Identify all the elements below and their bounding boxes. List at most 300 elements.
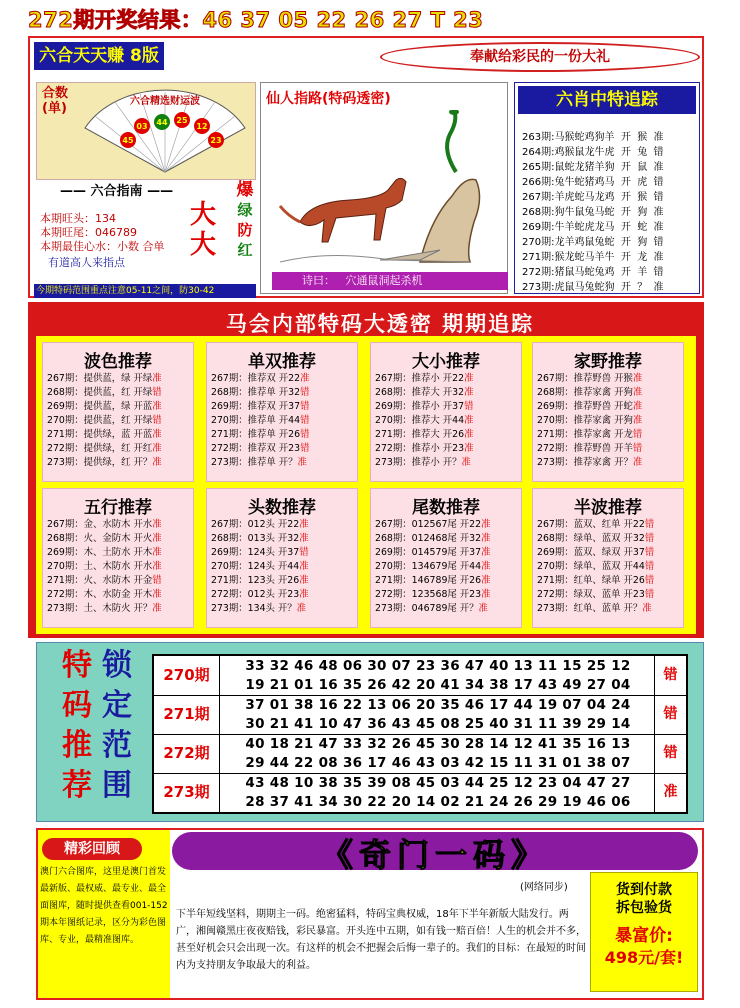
zodiac-result: 准 xyxy=(653,222,664,233)
zodiac-animal: 猴 xyxy=(637,192,648,203)
card-row xyxy=(43,518,193,532)
lock-char-l3: 推 xyxy=(62,728,92,763)
card-row-result: 准 xyxy=(152,457,162,468)
zodiac-row xyxy=(522,143,664,158)
card-row xyxy=(371,428,521,442)
lock-numbers-1: 43 48 10 38 35 39 08 45 03 44 25 12 23 04 47 27 xyxy=(245,775,631,791)
card-row-text: 269期：014579尾 开37 xyxy=(375,547,482,558)
zodiac-result: 准 xyxy=(653,252,664,263)
zodiac-open: 开 xyxy=(620,252,631,263)
card-row xyxy=(207,574,357,588)
card-row-text: 271期：红单、绿单 开26 xyxy=(537,575,645,586)
card-row xyxy=(371,442,521,456)
lock-numbers-1: 33 32 46 48 06 30 07 23 36 47 40 13 11 15 25 12 xyxy=(245,658,631,674)
card-row xyxy=(207,546,357,560)
card-row xyxy=(43,560,193,574)
card-row-text: 273期：推荐小 开？ xyxy=(375,457,462,468)
card-row-text: 269期：124头 开37 xyxy=(211,547,300,558)
zodiac-result: 准 xyxy=(653,207,664,218)
zodiac-row xyxy=(522,233,664,248)
poem-label: 诗曰： xyxy=(302,274,335,287)
card-row-result: 错 xyxy=(644,533,655,544)
zodiac-row xyxy=(522,278,664,293)
card-row-result: 准 xyxy=(152,603,162,614)
card-row-text: 272期：木、水防金 开木 xyxy=(47,589,153,600)
zodiac-animal: 狗 xyxy=(637,237,648,248)
card-row-text: 268期：013头 开32 xyxy=(211,533,300,544)
card-row-text: 273期：推荐家禽 开？ xyxy=(537,457,633,468)
card-row xyxy=(533,428,683,442)
card-row-text: 267期：金、水防木 开水 xyxy=(47,519,153,530)
zodiac-list: 鸡猴鼠龙牛虎 xyxy=(554,147,615,158)
card-row-result: 准 xyxy=(642,603,652,614)
card-row-text: 270期：土、木防水 开水 xyxy=(47,561,153,572)
card-row-text: 270期：提供蓝，红 开绿 xyxy=(47,415,153,426)
zodiac-period: 273期: xyxy=(522,282,555,293)
card-row xyxy=(371,456,521,470)
card-row-text: 272期：提供绿，红 开红 xyxy=(47,443,153,454)
card-row-text: 268期：火、金防木 开火 xyxy=(47,533,153,544)
zodiac-open: 开 xyxy=(620,162,631,173)
card-title: 尾数推荐 xyxy=(412,498,480,518)
zodiac-row xyxy=(522,218,664,233)
zodiac-list: 兔牛蛇猪鸡马 xyxy=(554,177,615,188)
card-row-text: 273期：推荐单 开？ xyxy=(211,457,298,468)
qimen-desc: 下半年短线坚料，期期主一码。绝密猛料，特码宝典权威，18年下半年新版大陆发行。两广，湘闽赣黑庄夜夜赔钱，彩民暴富。开头连中五期，如有钱一赔百倍！人生的机会并不多，甚至好机会只会出现一次。有这样的机会不把握会后悔一辈子的。我们的目标：在最短的时间内为支持朋友争取最大的利益。 xyxy=(176,909,586,971)
brand-label: 六合天天赚 8版 xyxy=(34,42,164,70)
guide-line-3: 本期最佳心水：小数 合单 xyxy=(40,240,165,253)
card-row xyxy=(533,602,683,616)
zodiac-animal: ？ xyxy=(637,282,648,293)
zodiac-list: 虎鼠马兔蛇狗 xyxy=(554,282,615,293)
card-row-result: 准 xyxy=(300,373,310,384)
card-row-result: 错 xyxy=(644,561,655,572)
card-row-result: 准 xyxy=(152,561,162,572)
zodiac-result: 错 xyxy=(653,267,664,278)
card-row xyxy=(371,574,521,588)
card-row xyxy=(43,546,193,560)
big-char xyxy=(190,200,216,260)
card-row xyxy=(371,602,521,616)
card-row-result: 准 xyxy=(464,415,474,426)
zodiac-open: 开 xyxy=(620,237,631,248)
card-row-result: 准 xyxy=(152,547,162,558)
lock-char-r1: 锁 xyxy=(102,648,132,683)
slogan: 奉献给彩民的一份大礼 xyxy=(380,42,700,72)
card-row xyxy=(533,414,683,428)
card-row-text: 267期：012567尾 开22 xyxy=(375,519,482,530)
zodiac-animal: 鼠 xyxy=(637,162,648,173)
card-row xyxy=(371,532,521,546)
zodiac-animal: 狗 xyxy=(637,207,648,218)
card-row-text: 267期：012头 开22 xyxy=(211,519,300,530)
card-row-result: 错 xyxy=(632,429,643,440)
card-row-result: 错 xyxy=(644,519,655,530)
card-row-result: 准 xyxy=(464,429,474,440)
lock-row xyxy=(154,773,686,813)
review-text: 澳门六合图库，这里是澳门首发最新版、最权威、最专业、最全面图库，随时提供查看001-152期本年图纸记录，区分为彩色图库、专业，最精准图库。 xyxy=(40,867,168,945)
card-row xyxy=(371,546,521,560)
card-row xyxy=(43,602,193,616)
immortal-title: 仙人指路(特码透密) xyxy=(266,91,391,107)
lock-numbers-2: 19 21 01 16 35 26 42 20 41 34 38 17 43 49 27 04 xyxy=(245,677,631,693)
card-row-text: 268期：提供蓝，红 开绿 xyxy=(47,387,153,398)
zodiac-result: 错 xyxy=(653,192,664,203)
card-row-text: 270期：推荐家禽 开狗 xyxy=(537,415,633,426)
card-row xyxy=(43,400,193,414)
lock-numbers-2: 30 21 41 10 47 36 43 45 08 25 40 31 11 39 29 14 xyxy=(245,716,631,732)
card-row-text: 267期：推荐小 开22 xyxy=(375,373,465,384)
zodiac-row xyxy=(522,248,664,263)
recommend-card xyxy=(532,488,684,628)
guide-line-2: 本期旺尾：046789 xyxy=(40,226,137,239)
zodiac-open: 开 xyxy=(620,192,631,203)
lock-row xyxy=(154,656,686,696)
zodiac-list: 龙羊鸡鼠兔蛇 xyxy=(554,237,615,248)
lock-numbers-2: 28 37 41 34 30 22 20 14 02 21 24 26 29 19 46 06 xyxy=(245,794,631,810)
card-row-result: 错 xyxy=(644,575,655,586)
card-row-result: 准 xyxy=(152,429,162,440)
zodiac-period: 267期: xyxy=(522,192,555,203)
card-row-text: 272期：推荐野兽 开羊 xyxy=(537,443,633,454)
lock-char-l2: 码 xyxy=(62,688,92,723)
card-row-result: 准 xyxy=(632,415,643,426)
card-row-result: 错 xyxy=(152,415,162,426)
card-row-result: 准 xyxy=(481,519,491,530)
zodiac-row xyxy=(522,173,664,188)
guide-vertical xyxy=(234,180,256,260)
card-row-result: 准 xyxy=(478,603,488,614)
card-row-text: 271期：123头 开26 xyxy=(211,575,300,586)
zodiac-open: 开 xyxy=(620,132,631,143)
card-row-text: 273期：红单、蓝单 开？ xyxy=(537,603,643,614)
card-row xyxy=(371,518,521,532)
secret-banner: 马会内部特码大透密 期期追踪 xyxy=(225,311,535,336)
lock-result: 错 xyxy=(654,734,686,773)
card-title: 单双推荐 xyxy=(248,352,316,372)
fan-ball-number: 03 xyxy=(136,122,148,131)
card-row-text: 269期：提供蓝，绿 开蓝 xyxy=(47,401,153,412)
zodiac-period: 272期: xyxy=(522,267,555,278)
card-row-text: 271期：146789尾 开26 xyxy=(375,575,482,586)
zodiac-result: 错 xyxy=(653,237,664,248)
card-row xyxy=(533,560,683,574)
card-row-text: 268期：绿单、蓝双 开32 xyxy=(537,533,645,544)
fan-ball-number: 23 xyxy=(210,136,222,145)
card-row xyxy=(207,456,357,470)
lock-period: 270期 xyxy=(154,656,220,695)
card-row-result: 准 xyxy=(299,575,309,586)
review-title: 精彩回顾 xyxy=(42,838,142,860)
card-row-text: 273期：134头 开？ xyxy=(211,603,297,614)
zodiac-result: 错 xyxy=(653,147,664,158)
vertical-char-1: 爆 xyxy=(236,180,254,200)
fan-title: 六合精选财运波 xyxy=(130,96,200,107)
fan-ball-number: 44 xyxy=(156,118,168,127)
lock-result: 错 xyxy=(654,695,686,734)
fan-side-label: 合数(单) xyxy=(42,86,69,116)
zodiac-list: 猴龙蛇马羊牛 xyxy=(554,252,615,263)
folding-fan-icon xyxy=(80,88,250,174)
card-row-text: 268期：推荐家禽 开狗 xyxy=(537,387,633,398)
card-row-text: 270期：推荐单 开44 xyxy=(211,415,301,426)
zodiac-row xyxy=(522,203,664,218)
card-row-text: 269期：推荐小 开37 xyxy=(375,401,465,412)
card-row xyxy=(371,588,521,602)
guide-title: —— 六合指南 —— xyxy=(60,184,174,199)
card-row xyxy=(371,560,521,574)
lock-result: 准 xyxy=(654,773,686,812)
card-row-text: 271期：推荐家禽 开龙 xyxy=(537,429,633,440)
fan-ball-number: 25 xyxy=(176,116,188,125)
card-row xyxy=(371,386,521,400)
zodiac-period: 265期: xyxy=(522,162,555,173)
zodiac-period: 264期: xyxy=(522,147,555,158)
tip-line: 今期特码范围重点注意05-11之间，防30-42 xyxy=(34,284,256,298)
guide-title-text: 六合指南 xyxy=(90,184,143,199)
card-row xyxy=(207,414,357,428)
recommend-card xyxy=(42,342,194,482)
card-row xyxy=(371,414,521,428)
card-row-text: 267期：提供蓝，绿 开绿 xyxy=(47,373,153,384)
lock-numbers-1: 37 01 38 16 22 13 06 20 35 46 17 44 19 07 04 24 xyxy=(245,697,631,713)
lock-char-r2: 定 xyxy=(102,688,132,723)
zodiac-period: 263期: xyxy=(522,132,555,143)
zodiac-animal: 龙 xyxy=(637,252,648,263)
card-row-result: 错 xyxy=(644,547,655,558)
card-row xyxy=(533,400,683,414)
zodiac-period: 268期: xyxy=(522,207,555,218)
card-row xyxy=(43,456,193,470)
lock-char-r3: 范 xyxy=(102,728,132,763)
zodiac-open: 开 xyxy=(620,222,631,233)
cod-price: 498元/套! xyxy=(604,948,684,967)
card-row xyxy=(43,428,193,442)
qimen-title: 《奇门一码》 xyxy=(320,836,549,874)
zodiac-animal: 猴 xyxy=(637,132,648,143)
recommend-card xyxy=(532,342,684,482)
card-row-result: 准 xyxy=(464,373,474,384)
cod-line-2: 拆包验货 xyxy=(616,900,672,916)
draw-result-title: 272期开奖结果：46 37 05 22 26 27 T 23 xyxy=(28,8,484,32)
card-title: 大小推荐 xyxy=(412,352,480,372)
card-row-text: 271期：提供绿，蓝 开蓝 xyxy=(47,429,153,440)
card-row-result: 错 xyxy=(300,443,310,454)
zodiac-period: 271期: xyxy=(522,252,555,263)
dog-snake-illustration xyxy=(270,110,502,268)
card-row-result: 准 xyxy=(632,401,643,412)
card-row-text: 267期：蓝双、红单 开22 xyxy=(537,519,645,530)
card-row-result: 错 xyxy=(300,429,310,440)
card-row-result: 错 xyxy=(299,547,309,558)
card-row xyxy=(533,588,683,602)
lock-period: 272期 xyxy=(154,734,220,773)
lock-char-l1: 特 xyxy=(62,648,92,683)
card-row xyxy=(207,386,357,400)
lock-title xyxy=(56,648,156,816)
card-row-result: 准 xyxy=(152,373,162,384)
card-title: 头数推荐 xyxy=(248,498,316,518)
lock-char-l4: 荐 xyxy=(62,768,92,803)
recommend-card xyxy=(370,488,522,628)
zodiac-period: 269期: xyxy=(522,222,555,233)
card-row-text: 270期：124头 开44 xyxy=(211,561,300,572)
card-row xyxy=(207,428,357,442)
zodiac-result: 错 xyxy=(653,177,664,188)
zodiac-result: 准 xyxy=(653,282,664,293)
card-row-result: 准 xyxy=(299,519,309,530)
card-row xyxy=(43,588,193,602)
zodiac-animal: 兔 xyxy=(637,147,648,158)
zodiac-row xyxy=(522,263,664,278)
card-row xyxy=(207,442,357,456)
card-row-result: 准 xyxy=(481,561,491,572)
card-row-text: 272期：绿双、蓝单 开23 xyxy=(537,589,645,600)
card-title: 家野推荐 xyxy=(574,352,642,372)
card-row-result: 准 xyxy=(152,401,162,412)
card-row-text: 272期：012头 开23 xyxy=(211,589,300,600)
card-row-text: 270期：推荐大 开44 xyxy=(375,415,465,426)
card-row-result: 错 xyxy=(464,401,474,412)
zodiac-animal: 虎 xyxy=(637,177,648,188)
card-row-result: 准 xyxy=(632,373,643,384)
card-row-text: 269期：木、土防水 开木 xyxy=(47,547,153,558)
card-row-result: 准 xyxy=(299,533,309,544)
card-row xyxy=(207,518,357,532)
card-row-text: 273期：046789尾 开？ xyxy=(375,603,479,614)
zodiac-open: 开 xyxy=(620,147,631,158)
card-row-text: 270期：134679尾 开44 xyxy=(375,561,482,572)
zodiac-result: 准 xyxy=(653,162,664,173)
recommend-card xyxy=(206,342,358,482)
card-row xyxy=(43,372,193,386)
card-row-result: 错 xyxy=(300,415,310,426)
fan-ball-number: 12 xyxy=(196,122,208,131)
vertical-char-2: 绿 xyxy=(237,201,253,219)
recommend-card xyxy=(42,488,194,628)
zodiac-list: 狗牛鼠兔马蛇 xyxy=(554,207,615,218)
card-row-result: 错 xyxy=(152,387,162,398)
card-row-text: 268期：推荐大 开32 xyxy=(375,387,465,398)
card-row xyxy=(207,532,357,546)
card-row-text: 269期：蓝双、绿双 开37 xyxy=(537,547,645,558)
card-row-text: 271期：推荐大 开26 xyxy=(375,429,465,440)
lock-row xyxy=(154,695,686,735)
poem-bar xyxy=(272,272,508,290)
card-row-text: 267期：推荐双 开22 xyxy=(211,373,301,384)
guide-line-1: 本期旺头：134 xyxy=(40,212,116,225)
zodiac-open: 开 xyxy=(620,177,631,188)
zodiac-period: 266期: xyxy=(522,177,555,188)
lock-period: 271期 xyxy=(154,695,220,734)
card-row xyxy=(533,518,683,532)
card-row-text: 270期：绿单、蓝双 开44 xyxy=(537,561,645,572)
guide-subline: 有道高人来指点 xyxy=(48,256,125,269)
zodiac-animal: 羊 xyxy=(637,267,648,278)
zodiac-row xyxy=(522,158,664,173)
card-row-result: 错 xyxy=(632,443,643,454)
card-row xyxy=(533,574,683,588)
card-row xyxy=(43,532,193,546)
sync-label: (网络同步) xyxy=(520,882,568,893)
zodiac-open: 开 xyxy=(620,207,631,218)
card-row xyxy=(533,442,683,456)
lock-numbers-1: 40 18 21 47 33 32 26 45 30 28 14 12 41 35 16 13 xyxy=(245,736,631,752)
zodiac-animal: 蛇 xyxy=(637,222,648,233)
fan-ball-number: 45 xyxy=(122,136,134,145)
card-row-result: 准 xyxy=(299,589,309,600)
card-row-text: 273期：土、木防火 开？ xyxy=(47,603,153,614)
card-row xyxy=(43,574,193,588)
vertical-char-4: 红 xyxy=(237,241,253,259)
card-row-result: 准 xyxy=(464,443,474,454)
card-row-result: 错 xyxy=(644,589,655,600)
card-row-text: 272期：推荐小 开23 xyxy=(375,443,465,454)
lock-period: 273期 xyxy=(154,773,220,812)
lock-char-r4: 围 xyxy=(102,768,132,803)
lock-result: 错 xyxy=(654,656,686,695)
card-row-result: 准 xyxy=(152,443,162,454)
card-row-text: 271期：火、水防木 开金 xyxy=(47,575,153,586)
card-row-result: 准 xyxy=(481,589,491,600)
vertical-char-3: 防 xyxy=(237,221,253,239)
card-row-text: 267期：推荐野兽 开猴 xyxy=(537,373,633,384)
card-row xyxy=(533,532,683,546)
zodiac-period: 270期: xyxy=(522,237,555,248)
card-row-text: 269期：推荐双 开37 xyxy=(211,401,301,412)
card-row-result: 准 xyxy=(297,457,307,468)
card-row-result: 错 xyxy=(300,401,310,412)
card-row xyxy=(207,560,357,574)
zodiac-row xyxy=(522,188,664,203)
big-char-1: 大 xyxy=(190,200,217,230)
zodiac-list: 牛羊蛇虎龙马 xyxy=(554,222,615,233)
zodiac-open: 开 xyxy=(620,267,631,278)
cod-box xyxy=(590,872,698,992)
card-row xyxy=(43,414,193,428)
card-row xyxy=(533,546,683,560)
lock-row xyxy=(154,734,686,774)
card-row-result: 准 xyxy=(152,519,162,530)
card-row-result: 准 xyxy=(296,603,307,614)
card-title: 半波推荐 xyxy=(574,498,642,518)
card-row-result: 准 xyxy=(481,533,491,544)
card-row xyxy=(43,442,193,456)
zodiac-list: 鼠蛇龙猪羊狗 xyxy=(554,162,615,173)
card-row xyxy=(533,456,683,470)
card-row-text: 272期：推荐双 开23 xyxy=(211,443,301,454)
card-row xyxy=(207,588,357,602)
card-row-result: 准 xyxy=(481,547,491,558)
card-row-result: 准 xyxy=(632,387,643,398)
card-row-result: 错 xyxy=(300,387,310,398)
card-row-result: 准 xyxy=(461,457,471,468)
card-row-text: 269期：推荐野兽 开蛇 xyxy=(537,401,633,412)
card-row xyxy=(207,602,357,616)
lock-numbers-2: 29 44 22 08 36 17 46 43 03 42 15 11 31 01 38 07 xyxy=(245,755,631,771)
zodiac-open: 开 xyxy=(620,282,631,293)
card-row xyxy=(371,400,521,414)
zodiac-list: 猪鼠马蛇兔鸡 xyxy=(554,267,615,278)
card-row-result: 准 xyxy=(299,561,309,572)
card-row-result: 准 xyxy=(481,575,491,586)
card-row-result: 准 xyxy=(152,533,162,544)
card-row-text: 273期：提供绿，红 开？ xyxy=(47,457,153,468)
poem-text: 穴通鼠洞起杀机 xyxy=(345,274,423,287)
card-title: 五行推荐 xyxy=(84,498,152,518)
recommend-card xyxy=(370,342,522,482)
zodiac-list: 羊虎蛇马龙鸡 xyxy=(554,192,615,203)
